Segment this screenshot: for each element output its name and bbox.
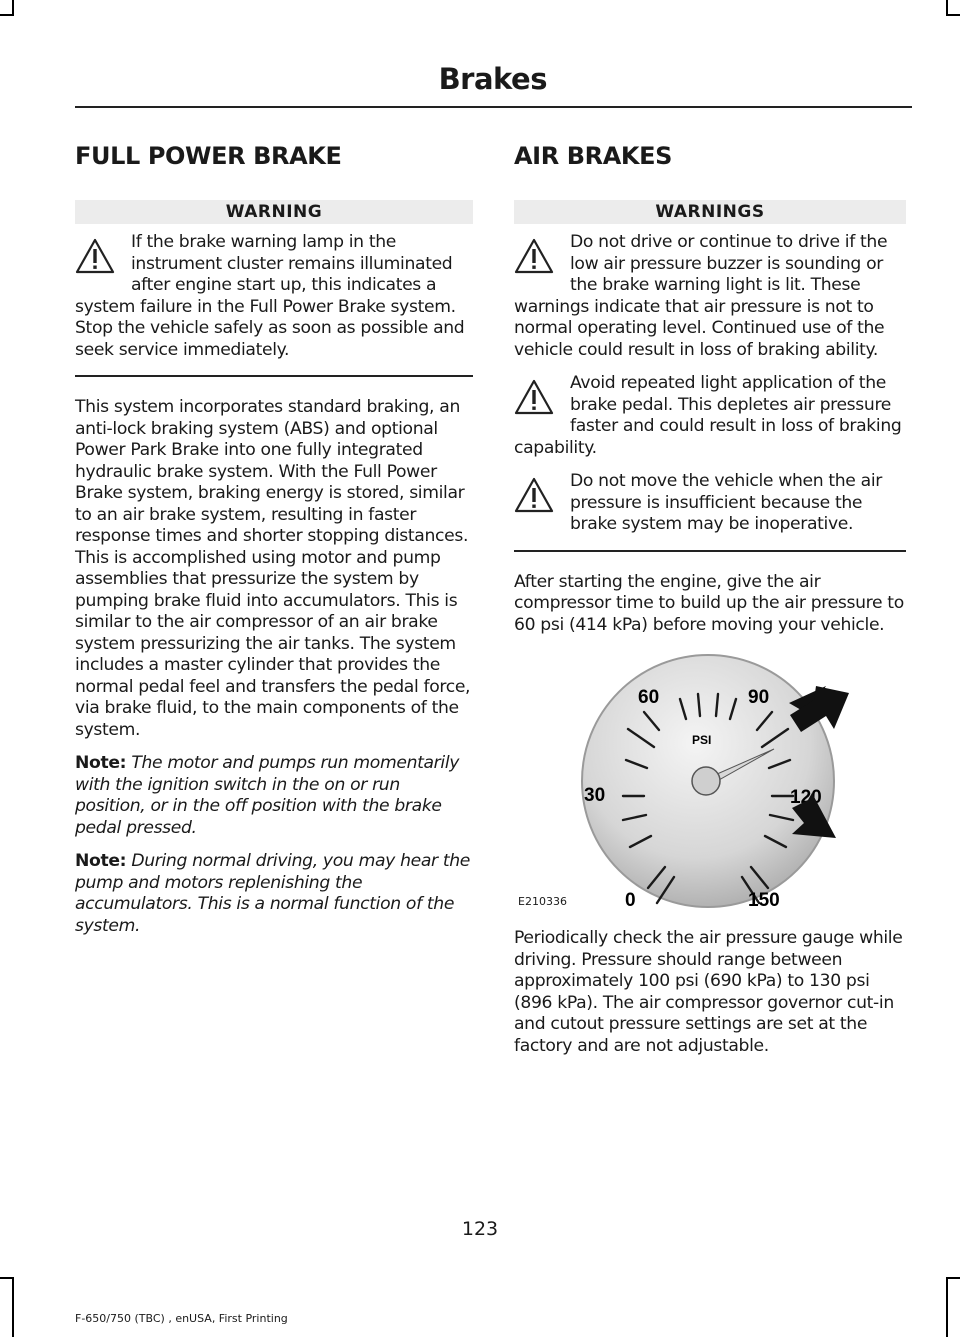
crop-mark: [946, 14, 960, 16]
page-number: 123: [461, 1218, 499, 1240]
body-paragraph: After starting the engine, give the air compressor time to build up the air pressure to 60 psi (414 kPa) before moving your vehicle.: [514, 571, 904, 635]
air-pressure-gauge: [514, 650, 906, 912]
body-paragraph: This system incorporates standard braking, an anti-lock braking system (ABS) and optional Power Park Brake into one fully integrated hydraulic brake system. With the Full Power Brake system, braking energy is stored, similar to an air brake system, resulting in faster response times and shorter stopping distances. This is accomplished using motor and pump assemblies that pressurize the system by pumping brake fluid into accumulators. This is similar to the air compressor of an air brake system pressurizing the air tanks. The system includes a master cylinder that provides the normal pedal feel and transfers the pedal force, via brake fluid, to the main components of the system.: [75, 397, 471, 740]
gauge-label-60: 60: [638, 687, 660, 708]
header-divider: [75, 106, 912, 108]
air-pressure-gauge-figure: [514, 650, 906, 912]
warning-triangle-icon: [514, 477, 554, 513]
warning-text: Do not move the vehicle when the air pressure is insufficient because the brake system may be inoperative.: [570, 471, 882, 534]
gauge-label-150: 150: [748, 890, 780, 911]
warning-item: [75, 232, 473, 361]
section-heading-air-brakes: AIR BRAKES: [514, 142, 672, 170]
figure-code: E210336: [518, 895, 567, 908]
warnings-header: WARNINGS: [514, 200, 906, 224]
gauge-label-120: 120: [790, 787, 822, 808]
crop-mark: [0, 1277, 14, 1279]
warning-divider: [75, 375, 473, 377]
crop-mark: [946, 1277, 948, 1337]
note-text: During normal driving, you may hear the pump and motors replenishing the accumulators. This is a normal function of the system.: [75, 851, 471, 936]
left-column: [75, 142, 473, 949]
gauge-label-90: 90: [748, 687, 770, 708]
warning-item: [514, 373, 906, 459]
warning-header: WARNING: [75, 200, 473, 224]
note-paragraph: [75, 851, 473, 937]
crop-mark: [12, 1277, 14, 1337]
warning-divider: [514, 550, 906, 552]
gauge-label-0: 0: [625, 890, 636, 911]
note-paragraph: [75, 753, 473, 839]
warning-triangle-icon: [75, 238, 115, 274]
warning-triangle-icon: [514, 379, 554, 415]
crop-mark: [0, 14, 14, 16]
section-heading-full-power-brake: FULL POWER BRAKE: [75, 142, 342, 170]
right-column: [514, 142, 906, 1069]
warning-item: [514, 471, 906, 536]
footer-edition: F-650/750 (TBC) , enUSA, First Printing: [75, 1312, 288, 1325]
warning-text: If the brake warning lamp in the instrument cluster remains illuminated after engine start up, this indicates a system failure in the Full Power Brake system. Stop the vehicle safely as soon as possible and seek service immediately.: [75, 232, 465, 360]
warning-triangle-icon: [514, 238, 554, 274]
crop-mark: [946, 1277, 960, 1279]
warning-text: Avoid repeated light application of the brake pedal. This depletes air pressure faster and could result in loss of braking capability.: [514, 373, 902, 458]
gauge-unit-label: PSI: [692, 733, 712, 747]
page-header-title: Brakes: [438, 62, 547, 96]
body-paragraph: Periodically check the air pressure gauge while driving. Pressure should range between approximately 100 psi (690 kPa) to 130 psi (896 kPa). The air compressor governor cut-in and cutout pressure settings are set at the factory and are not adjustable.: [514, 928, 903, 1056]
gauge-needle-hub: [692, 767, 720, 795]
note-text: The motor and pumps run momentarily with the ignition switch in the on or run position, or in the off position with the brake pedal pressed.: [75, 753, 460, 838]
gauge-label-30: 30: [584, 785, 606, 806]
warning-text: Do not drive or continue to drive if the low air pressure buzzer is sounding or the brake warning light is lit. These warnings indicate that air pressure is not to normal operating level. Continued use of the vehicle could result in loss of braking ability.: [514, 232, 888, 360]
warning-item: [514, 232, 906, 361]
note-label: Note:: [75, 851, 127, 871]
note-label: Note:: [75, 753, 127, 773]
